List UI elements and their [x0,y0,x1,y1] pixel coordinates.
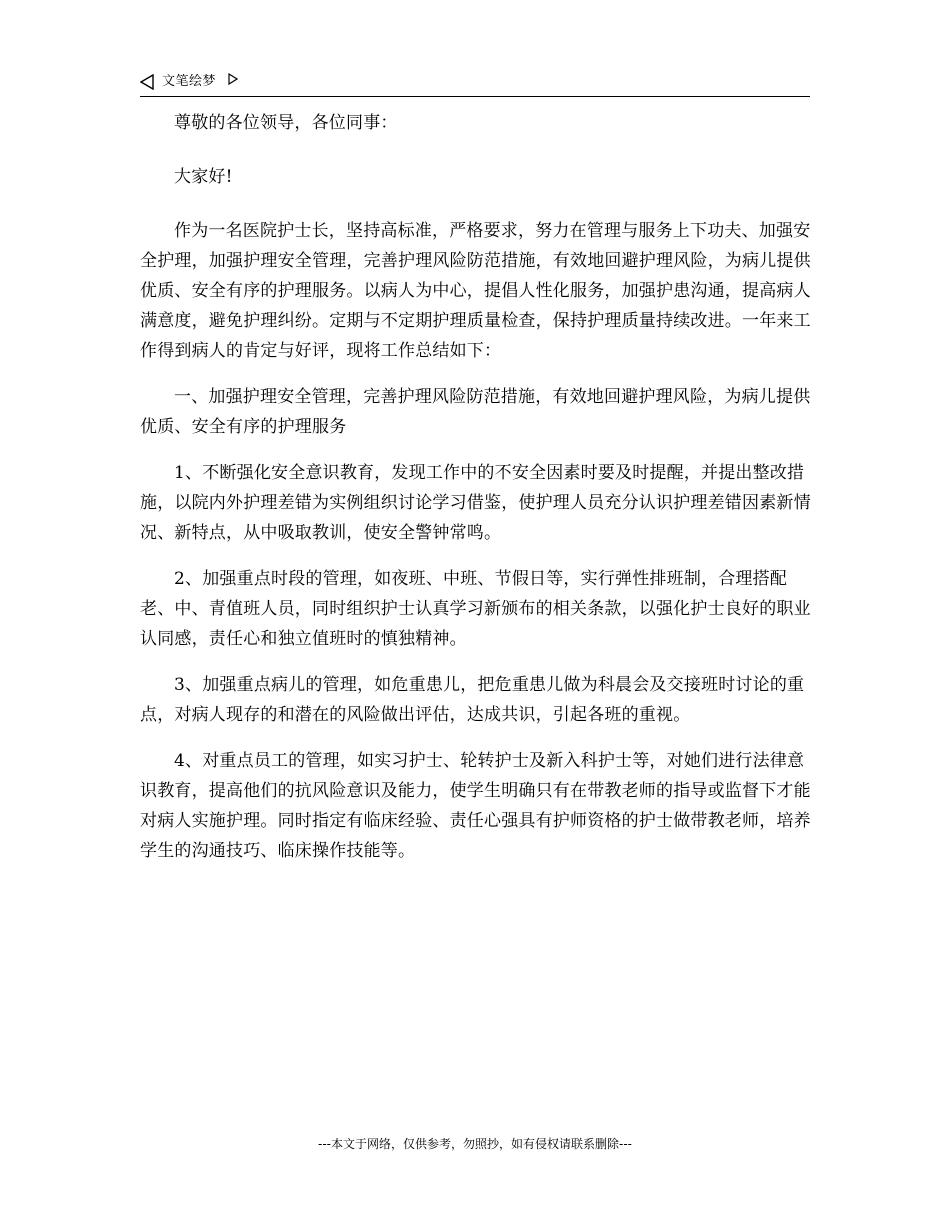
list-item-1: 1、不断强化安全意识教育，发现工作中的不安全因素时要及时提醒，并提出整改措施，以院内外护理差错为实例组织讨论学习借鉴，使护理人员充分认识护理差错因素新情况、新特点，从中吸取教训，使安全警钟常鸣。 [140,463,811,543]
section-heading: 一、加强护理安全管理，完善护理风险防范措施，有效地回避护理风险，为病儿提供优质、安全有序的护理服务 [140,387,811,437]
greeting: 大家好! [174,167,233,187]
brand-label: 文笔绘梦 [162,74,217,89]
list-item-3: 3、加强重点病儿的管理，如危重患儿，把危重患儿做为科晨会及交接班时讨论的重点，对病人现存的和潜在的风险做出评估，达成共识，引起各班的重视。 [140,675,805,725]
document-body [140,108,812,882]
list-item-4: 4、对重点员工的管理，如实习护士、轮转护士及新入科护士等，对她们进行法律意识教育，提高他们的抗风险意识及能力，使学生明确只有在带教老师的指导或监督下才能对病人实施护理。同时指定有临床经验、责任心强具有护师资格的护士做带教老师，培养学生的沟通技巧、临床操作技能等。 [140,751,811,861]
document-header [140,70,810,97]
list-item-2: 2、加强重点时段的管理，如夜班、中班、节假日等，实行弹性排班制，合理搭配老、中、青值班人员，同时组织护士认真学习新颁布的相关条款，以强化护士良好的职业认同感，责任心和独立值班时的慎独精神。 [140,569,811,649]
triangle-right-outline-icon [228,73,238,85]
intro-paragraph: 作为一名医院护士长，坚持高标准，严格要求，努力在管理与服务上下功夫、加强安全护理，加强护理安全管理，完善护理风险防范措施，有效地回避护理风险，为病儿提供优质、安全有序的护理服务。以病人为中心，提倡人性化服务，加强护患沟通，提高病人满意度，避免护理纠纷。定期与不定期护理质量检查，保持护理质量持续改进。一年来工作得到病人的肯定与好评，现将工作总结如下： [140,221,811,361]
salutation: 尊敬的各位领导，各位同事： [174,113,398,133]
triangle-left-outline-icon [140,74,154,90]
footer-notice: ---本文于网络，仅供参考，勿照抄，如有侵权请联系删除--- [318,1137,632,1151]
